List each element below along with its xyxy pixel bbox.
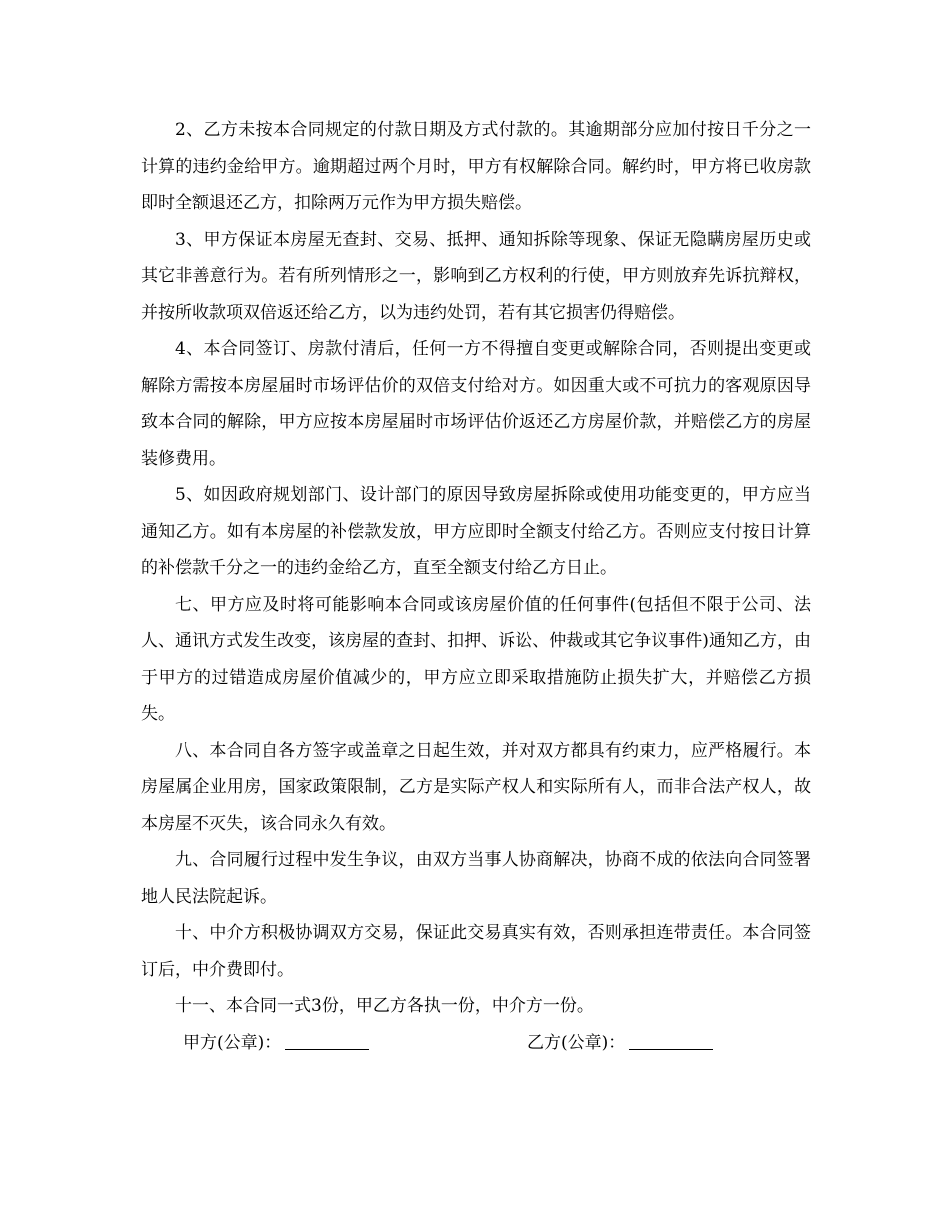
party-b-signature [527, 1025, 713, 1062]
clause-9-paragraph: 九、合同履行过程中发生争议，由双方当事人协商解决，协商不成的依法向合同签署地人民法院起诉。 [141, 850, 811, 907]
signature-row [141, 1025, 811, 1062]
clause-2-paragraph: 2、乙方未按本合同规定的付款日期及方式付款的。其逾期部分应加付按日千分之一计算的违约金给甲方。逾期超过两个月时，甲方有权解除合同。解约时，甲方将已收房款即时全额退还乙方，扣除两万元作为甲方损失赔偿。 [141, 120, 811, 213]
party-a-signature [183, 1025, 369, 1062]
contract-page [141, 112, 811, 1061]
party-b-signature-line [629, 1025, 713, 1050]
clause-11-paragraph: 十一、本合同一式3份，甲乙方各执一份，中介方一份。 [175, 996, 594, 1016]
party-a-label: 甲方(公章)： [183, 1032, 282, 1053]
clause-4-paragraph: 4、本合同签订、房款付清后，任何一方不得擅自变更或解除合同，否则提出变更或解除方需按本房屋届时市场评估价的双倍支付给对方。如因重大或不可抗力的客观原因导致本合同的解除，甲方应按本房屋届时市场评估价返还乙方房屋价款，并赔偿乙方的房屋装修费用。 [141, 339, 811, 469]
clause-7-paragraph: 七、甲方应及时将可能影响本合同或该房屋价值的任何事件(包括但不限于公司、法人、通讯方式发生改变，该房屋的查封、扣押、诉讼、仲裁或其它争议事件)通知乙方，由于甲方的过错造成房屋价值减少的，甲方应立即采取措施防止损失扩大，并赔偿乙方损失。 [141, 594, 811, 724]
clause-10-paragraph: 十、中介方积极协调双方交易，保证此交易真实有效，否则承担连带责任。本合同签订后，中介费即付。 [141, 923, 811, 980]
clause-8-paragraph: 八、本合同自各方签字或盖章之日起生效，并对双方都具有约束力，应严格履行。本房屋属企业用房，国家政策限制，乙方是实际产权人和实际所有人，而非合法产权人，故本房屋不灭失，该合同永久有效。 [141, 740, 811, 834]
clause-3-paragraph: 3、甲方保证本房屋无查封、交易、抵押、通知拆除等现象、保证无隐瞒房屋历史或其它非善意行为。若有所列情形之一，影响到乙方权利的行使，甲方则放弃先诉抗辩权，并按所收款项双倍返还给乙方，以为违约处罚，若有其它损害仍得赔偿。 [141, 229, 811, 323]
party-b-label: 乙方(公章)： [527, 1032, 626, 1053]
party-a-signature-line [285, 1025, 369, 1050]
clause-5-paragraph: 5、如因政府规划部门、设计部门的原因导致房屋拆除或使用功能变更的，甲方应当通知乙方。如有本房屋的补偿款发放，甲方应即时全额支付给乙方。否则应支付按日计算的补偿款千分之一的违约金给乙方，直至全额支付给乙方日止。 [141, 485, 811, 578]
